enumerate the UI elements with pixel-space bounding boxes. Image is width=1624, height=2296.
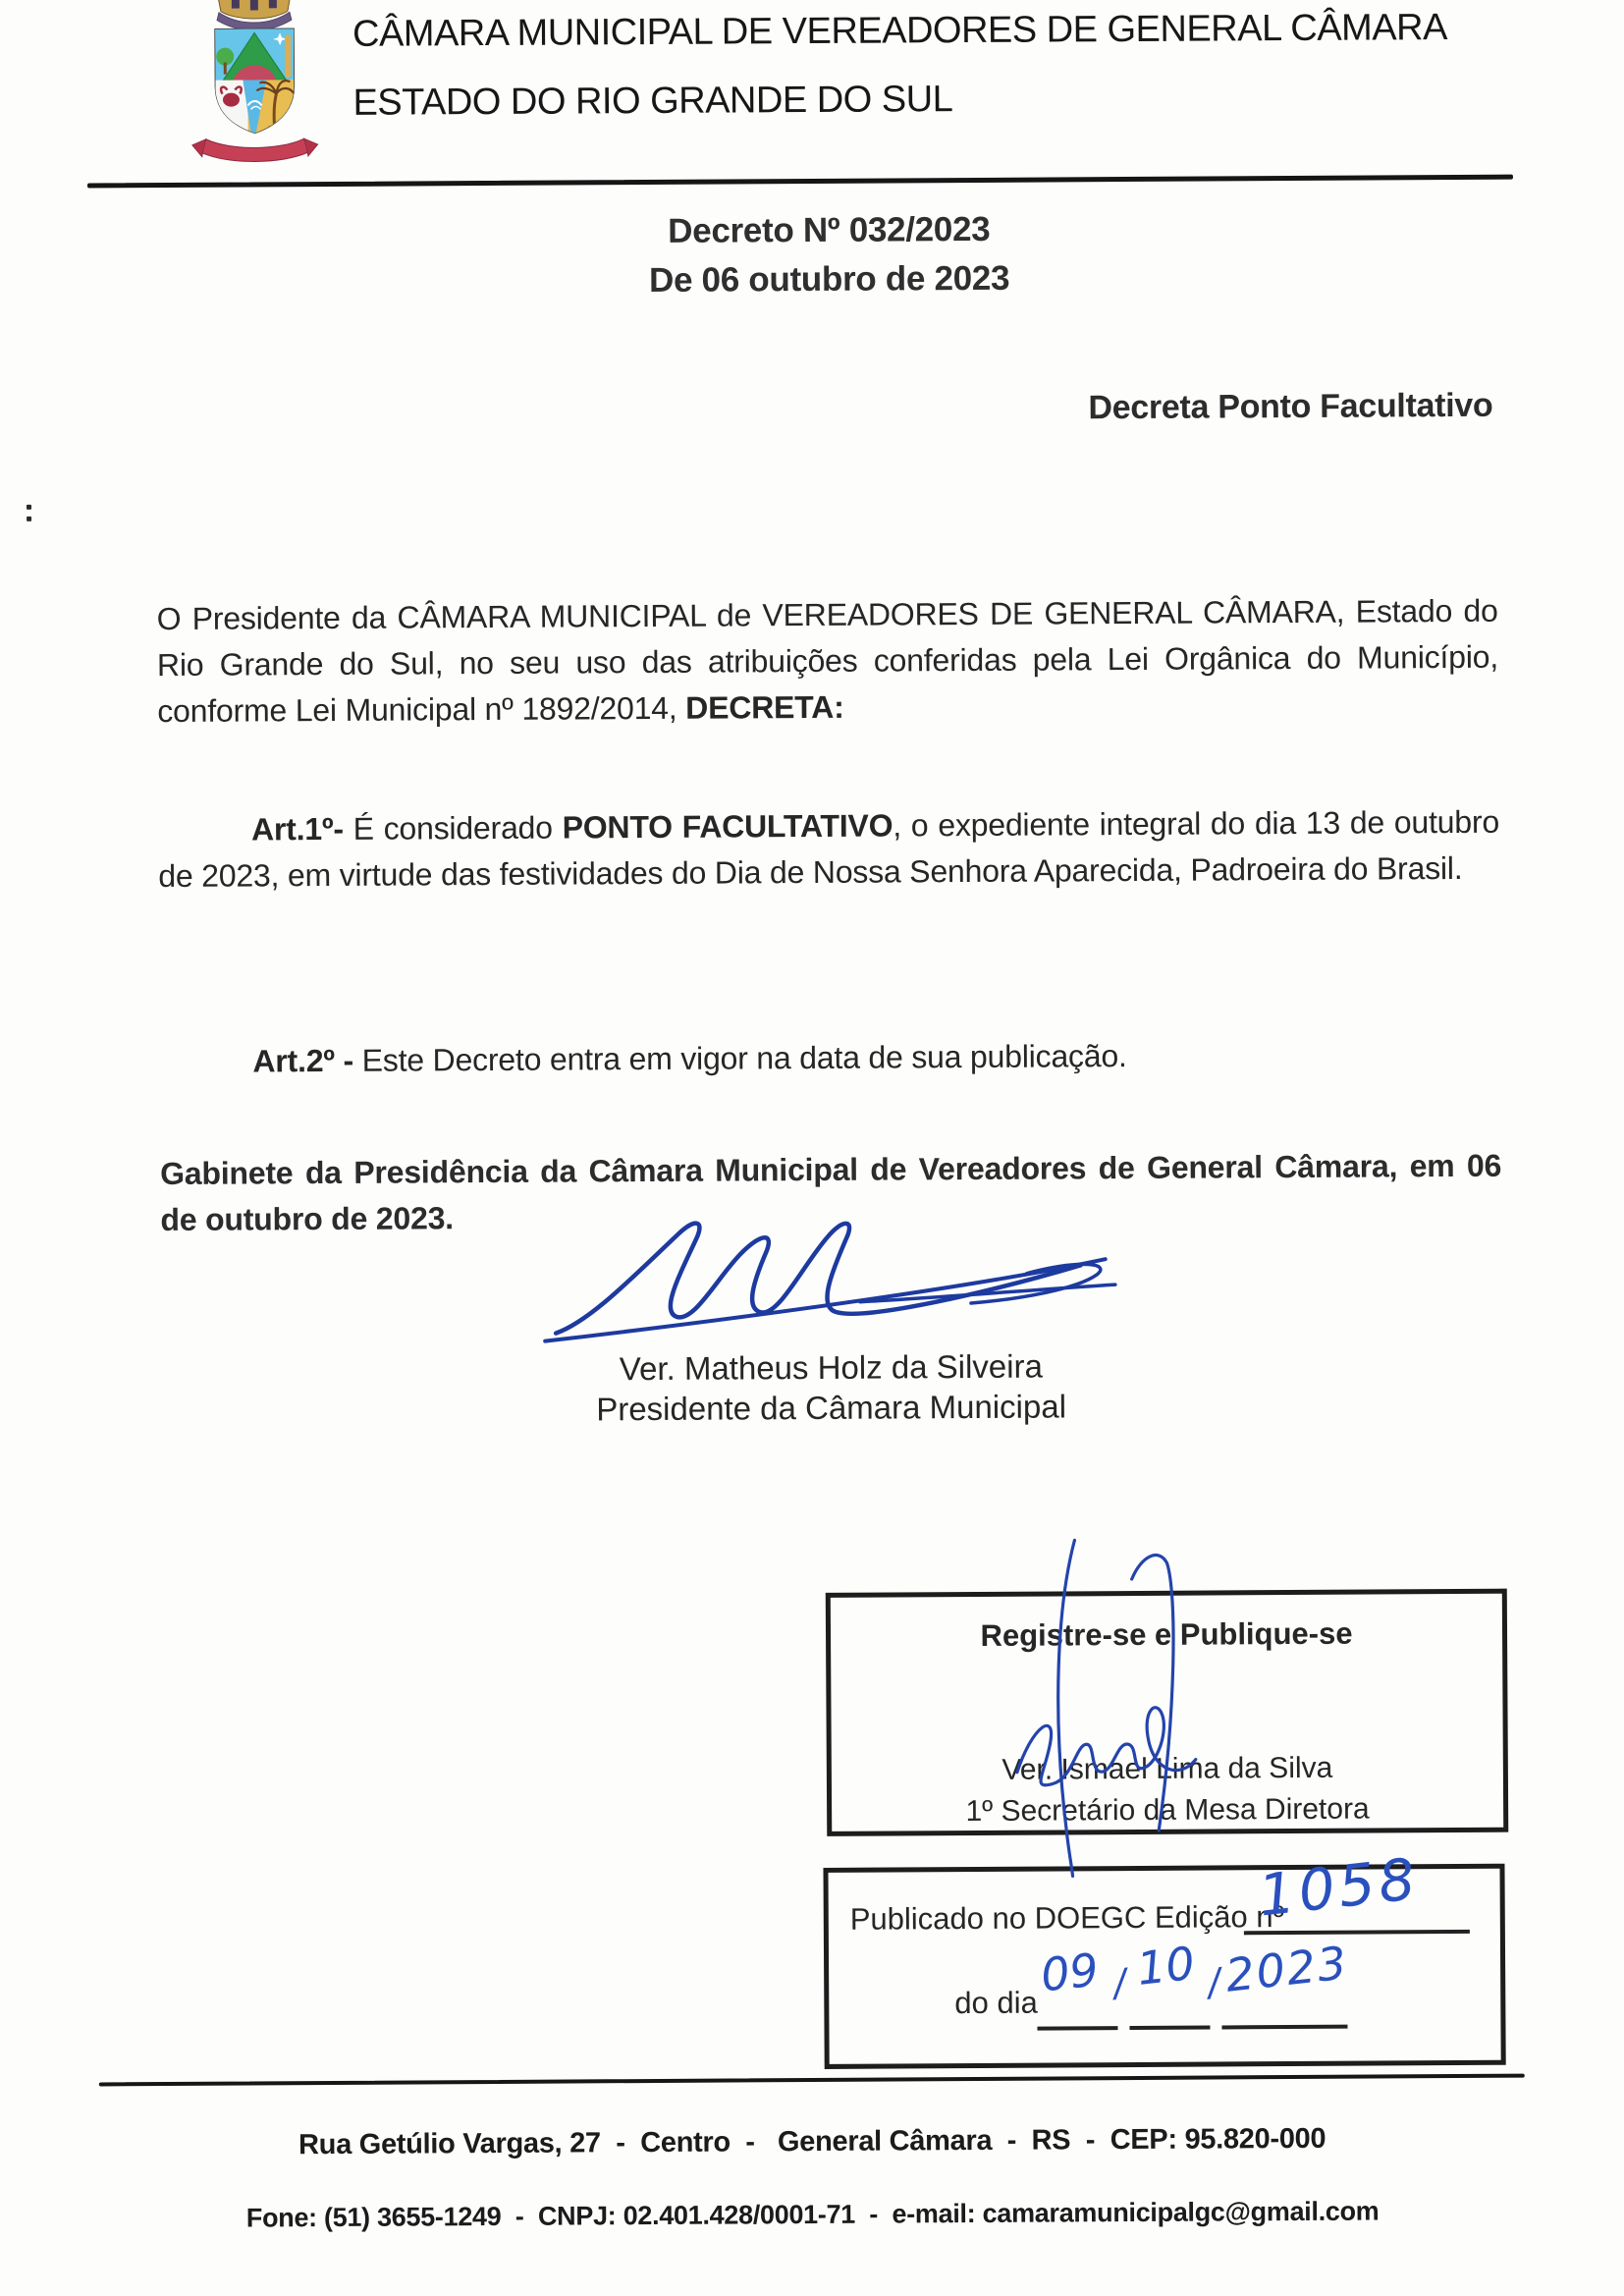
- publication-stamp-box: [823, 1844, 1505, 2069]
- article-1-lead: É considerado: [352, 809, 563, 847]
- preamble-paragraph: [157, 588, 1499, 735]
- coat-of-arms-icon: [186, 0, 324, 165]
- org-name: CÂMARA MUNICIPAL DE VEREADORES DE GENERAL CÂMARA: [352, 7, 1448, 55]
- decree-title: [514, 204, 1144, 306]
- president-role: Presidente da Câmara Municipal: [596, 1388, 1067, 1428]
- article-2-paragraph: [159, 1031, 1500, 1085]
- president-name: Ver. Matheus Holz da Silveira: [619, 1347, 1043, 1388]
- closing-paragraph: Gabinete da Presidência da Câmara Municipal de Vereadores de General Câmara, em 06 de outubro de 2023.: [160, 1147, 1502, 1238]
- header-divider: [87, 175, 1513, 189]
- article-1-text: , o expediente integral do dia 13 de outubro de 2023, em virtude das festividades do Dia de Nossa Senhora Aparecida, Padroeira do Brasil.: [158, 803, 1500, 895]
- year-handwritten-value: 2023: [1222, 1936, 1351, 2002]
- secretary-name: Ver. Ismael Lima da Silva: [1001, 1751, 1333, 1786]
- footer: [99, 2086, 1526, 2270]
- article-1-label: Art.1º-: [250, 810, 353, 847]
- preamble-decreta: DECRETA:: [685, 688, 844, 726]
- footer-divider: [99, 2074, 1525, 2087]
- day-handwritten-value: 09: [1038, 1942, 1102, 2002]
- header: [352, 6, 1448, 125]
- org-state: ESTADO DO RIO GRANDE DO SUL: [352, 79, 953, 124]
- date-separator-2: /: [1205, 1959, 1223, 2005]
- decree-subject: Decreta Ponto Facultativo: [1088, 386, 1493, 427]
- secretary-signature-ink: [986, 1535, 1223, 1880]
- footer-address: Rua Getúlio Vargas, 27 - Centro - General Câmara - RS - CEP: 95.820-000: [298, 2122, 1326, 2161]
- decree-date: De 06 outubro de 2023: [648, 258, 1010, 300]
- secretary-role: 1º Secretário da Mesa Diretora: [965, 1792, 1370, 1829]
- article-1-paragraph: [158, 799, 1500, 900]
- month-handwritten-value: 10: [1134, 1936, 1198, 1995]
- article-2-text: Este Decreto entra em vigor na data de sua publicação.: [361, 1038, 1127, 1078]
- registration-heading: Registre-se e Publique-se: [980, 1615, 1353, 1653]
- article-1-emphasis: PONTO FACULTATIVO: [562, 807, 893, 846]
- decree-number: Decreto Nº 032/2023: [668, 209, 991, 250]
- president-signature-block: [472, 1345, 1189, 1430]
- preamble-text: O Presidente da CÂMARA MUNICIPAL de VEREADORES DE GENERAL CÂMARA, Estado do Rio Grande do Sul, no seu uso das atribuições conferidas pela Lei Orgânica do Município, conforme Lei Municipal nº 1892/2014,: [156, 592, 1499, 730]
- publication-date-label: do dia: [954, 1985, 1038, 2021]
- article-2-label: Art.2º -: [252, 1042, 362, 1079]
- president-signature-ink: [530, 1204, 1140, 1355]
- publication-edition-label: Publicado no DOEGC Edição nº: [849, 1899, 1285, 1937]
- edition-handwritten-value: 1058: [1255, 1844, 1423, 1930]
- date-separator-1: /: [1110, 1960, 1129, 2005]
- footer-contact: Fone: (51) 3655-1249 - CNPJ: 02.401.428/0001-71 - e-mail: camaramunicipalgc@gmail.com: [245, 2196, 1380, 2233]
- scan-speck: [27, 505, 31, 510]
